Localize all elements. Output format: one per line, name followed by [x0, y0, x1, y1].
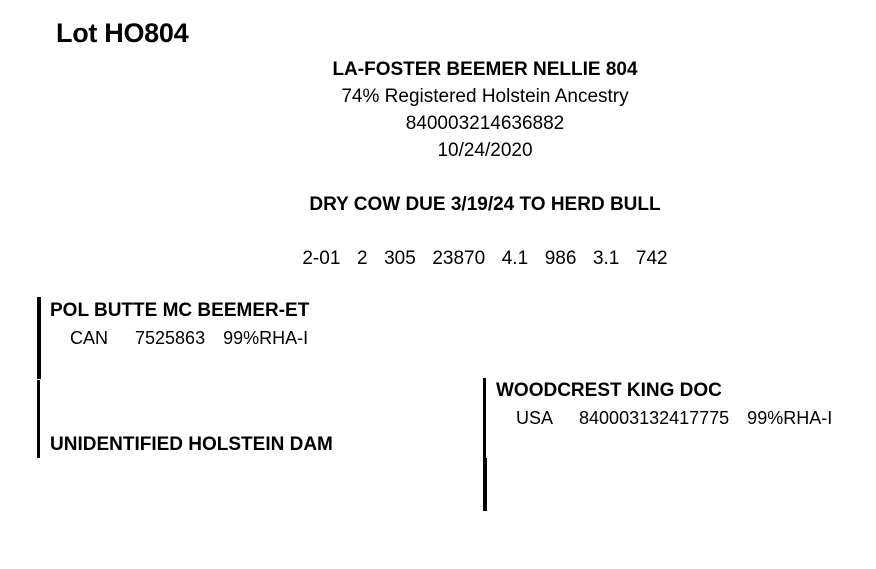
sire-registration: CAN 7525863 99%RHA-I [70, 328, 309, 348]
animal-id: 840003214636882 [405, 113, 565, 134]
sire-name: POL BUTTE MC BEEMER-ET [50, 300, 310, 321]
dam-bracket-line [37, 380, 40, 458]
granddam-bracket-line [483, 458, 487, 511]
dam-name: UNIDENTIFIED HOLSTEIN DAM [50, 434, 333, 455]
production-record: 2-01 2 305 23870 4.1 986 3.1 742 [302, 248, 668, 269]
maternal-grandsire-registration: USA 840003132417775 99%RHA-I [516, 408, 833, 428]
grandsire-bracket-line [483, 378, 486, 458]
animal-name: LA-FOSTER BEEMER NELLIE 804 [332, 59, 638, 80]
maternal-grandsire-name: WOODCREST KING DOC [496, 380, 722, 401]
lot-number: Lot HO804 [56, 18, 189, 48]
sire-bracket-line [37, 297, 41, 379]
ancestry-text: 74% Registered Holstein Ancestry [341, 86, 629, 107]
breeding-status: DRY COW DUE 3/19/24 TO HERD BULL [309, 194, 661, 215]
birth-date: 10/24/2020 [437, 140, 533, 161]
